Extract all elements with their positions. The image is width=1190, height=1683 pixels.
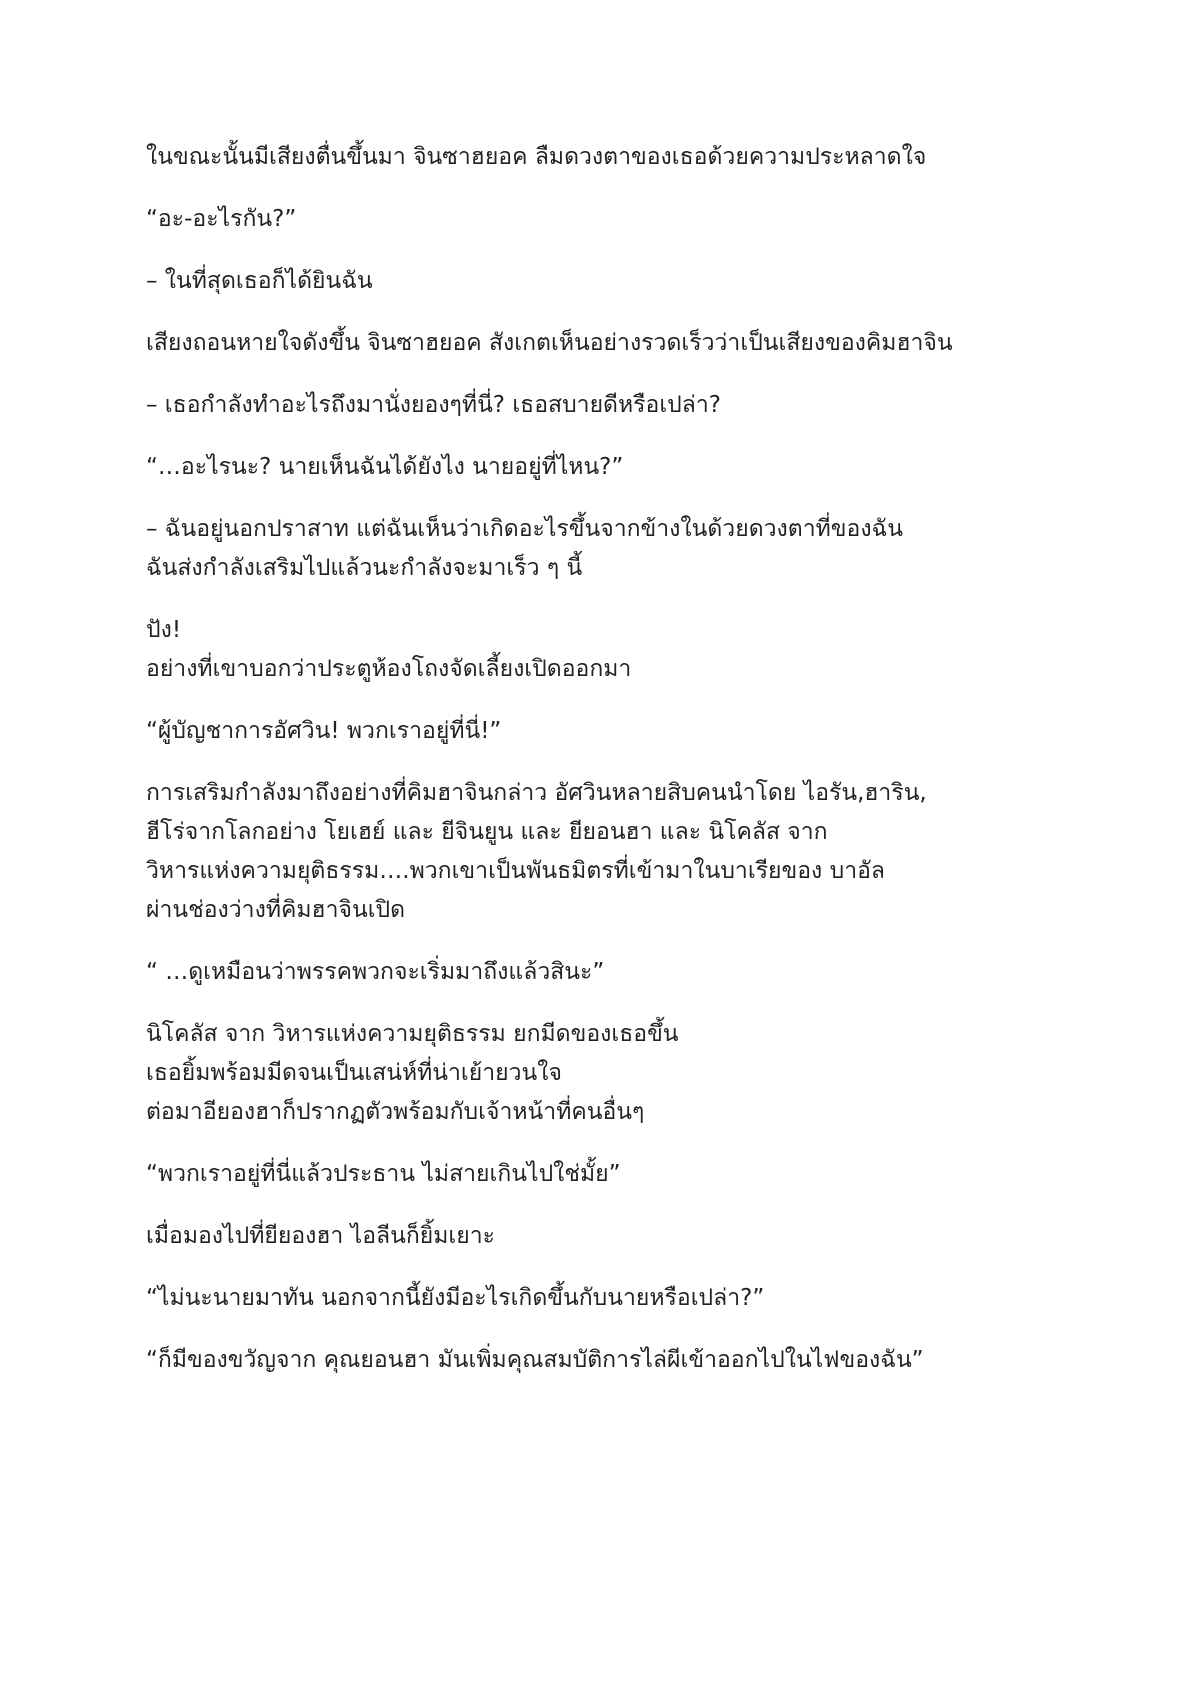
text-line: อย่างที่เขาบอกว่าประตูห้องโถงจัดเลี้ยงเปิดออกมา	[146, 656, 632, 682]
paragraph	[146, 1279, 1040, 1318]
text-line: ฉันส่งกำลังเสริมไปแล้วนะกำลังจะมาเร็ว ๆ นี้	[146, 555, 583, 581]
paragraph	[146, 712, 1040, 751]
paragraph	[146, 611, 1040, 689]
paragraph	[146, 1015, 1040, 1132]
text-line: เธอยิ้มพร้อมมีดจนเป็นเสน่ห์ที่น่าเย้ายวนใจ	[146, 1060, 562, 1086]
paragraph	[146, 510, 1040, 588]
text-line: “ไม่นะนายมาทัน นอกจากนี้ยังมีอะไรเกิดขึ้นกับนายหรือเปล่า?”	[146, 1285, 765, 1311]
text-line: – เธอกำลังทำอะไรถึงมานั่งยองๆที่นี่? เธอสบายดีหรือเปล่า?	[146, 392, 721, 418]
text-line: “พวกเราอยู่ที่นี่แล้วประธาน ไม่สายเกินไปใช่มั้ย”	[146, 1161, 621, 1187]
paragraph	[146, 774, 1040, 930]
paragraph	[146, 200, 1040, 239]
text-line: ในขณะนั้นมีเสียงตื่นขึ้นมา จินซาฮยอค ลืมดวงตาของเธอด้วยความประหลาดใจ	[146, 144, 927, 170]
paragraph	[146, 1341, 1040, 1380]
text-line: ผ่านช่องว่างที่คิมฮาจินเปิด	[146, 897, 406, 923]
paragraph	[146, 386, 1040, 425]
text-line: เมื่อมองไปที่ยียองฮา ไอลีนก็ยิ้มเยาะ	[146, 1223, 495, 1249]
text-line: “ …ดูเหมือนว่าพรรคพวกจะเริ่มมาถึงแล้วสินะ”	[146, 959, 605, 985]
text-line: ปัง!	[146, 617, 182, 643]
paragraph	[146, 138, 1040, 177]
text-line: – ฉันอยู่นอกปราสาท แต่ฉันเห็นว่าเกิดอะไรขึ้นจากข้างในด้วยดวงตาที่ของฉัน	[146, 516, 903, 542]
text-line: “ผู้บัญชาการอัศวิน! พวกเราอยู่ที่นี่!”	[146, 718, 502, 744]
paragraph	[146, 1155, 1040, 1194]
text-line: วิหารแห่งความยุติธรรม….พวกเขาเป็นพันธมิตรที่เข้ามาในบาเรียของ บาอัล	[146, 858, 886, 884]
text-line: – ในที่สุดเธอก็ได้ยินฉัน	[146, 268, 373, 294]
text-line: “…อะไรนะ? นายเห็นฉันได้ยังไง นายอยู่ที่ไหน?”	[146, 454, 624, 480]
paragraph	[146, 324, 1040, 363]
paragraph	[146, 953, 1040, 992]
paragraph	[146, 448, 1040, 487]
text-line: การเสริมกำลังมาถึงอย่างที่คิมฮาจินกล่าว อัศวินหลายสิบคนนำโดย ไอรัน,ฮาริน,	[146, 780, 927, 806]
text-line: “ก็มีของขวัญจาก คุณยอนฮา มันเพิ่มคุณสมบัติการไล่ผีเข้าออกไปในไฟของฉัน”	[146, 1347, 924, 1373]
paragraph	[146, 262, 1040, 301]
text-line: ฮีโร่จากโลกอย่าง โยเฮย์ และ ยีจินยูน และ ยียอนฮา และ นิโคลัส จาก	[146, 819, 828, 845]
text-line: นิโคลัส จาก วิหารแห่งความยุติธรรม ยกมีดของเธอขึ้น	[146, 1021, 679, 1047]
text-line: เสียงถอนหายใจดังขึ้น จินซาฮยอค สังเกตเห็นอย่างรวดเร็วว่าเป็นเสียงของคิมฮาจิน	[146, 330, 953, 356]
paragraph	[146, 1217, 1040, 1256]
text-line: “อะ-อะไรกัน?”	[146, 206, 297, 232]
text-line: ต่อมาอียองฮาก็ปรากฏตัวพร้อมกับเจ้าหน้าที่คนอื่นๆ	[146, 1099, 645, 1125]
